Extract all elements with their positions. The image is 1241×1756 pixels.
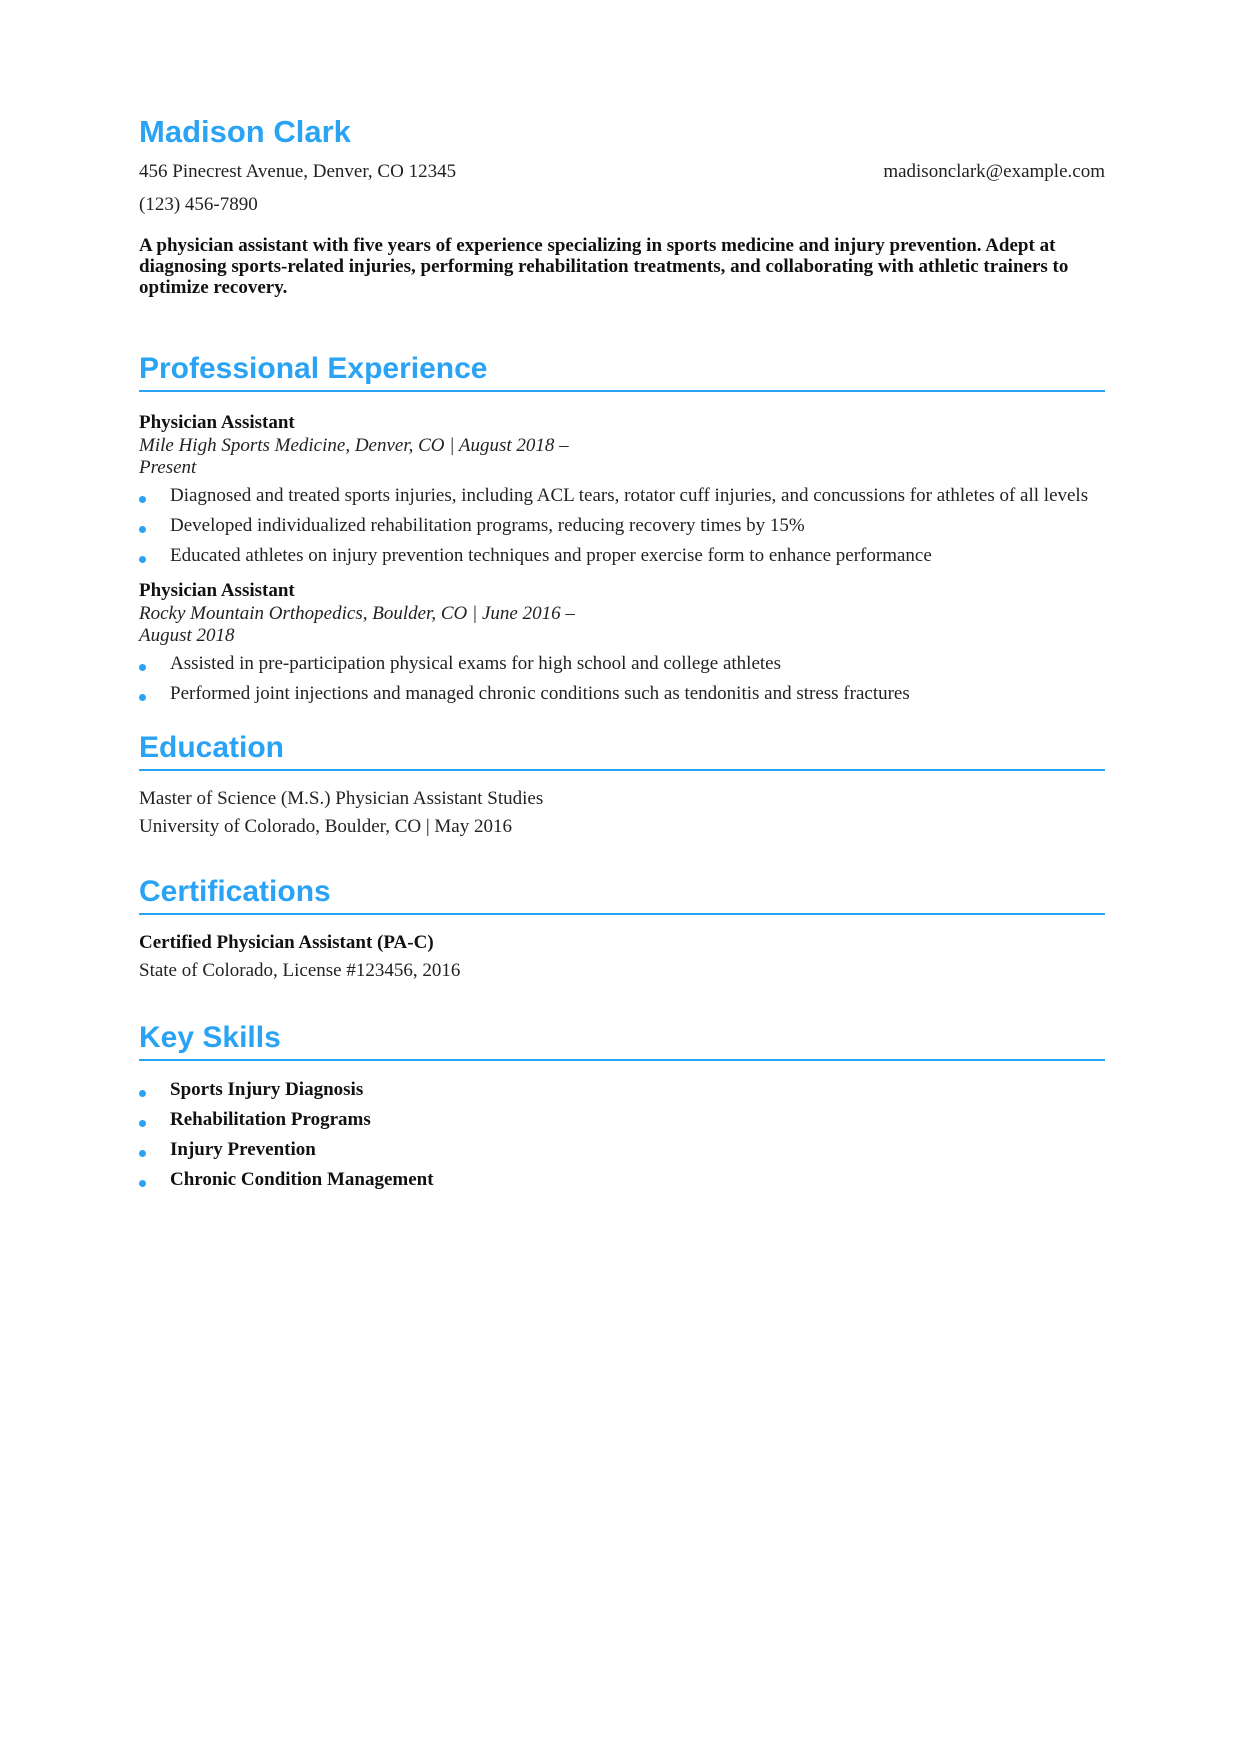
school: University of Colorado, Boulder, CO | May 2016 — [139, 816, 512, 837]
certification-detail: State of Colorado, License #123456, 2016 — [139, 960, 461, 981]
bullet-text: Developed individualized rehabilitation programs, reducing recovery times by 15% — [170, 515, 805, 536]
bullet-dot-icon — [139, 694, 146, 701]
skill-text: Chronic Condition Management — [170, 1169, 434, 1190]
phone: (123) 456-7890 — [139, 194, 258, 215]
list-item — [139, 515, 1105, 537]
bullet-dot-icon — [139, 1120, 146, 1127]
certifications-heading: Certifications — [139, 873, 1105, 915]
education-heading: Education — [139, 729, 1105, 771]
bullet-text: Assisted in pre-participation physical exams for high school and college athletes — [170, 653, 781, 674]
job-bullets — [139, 485, 1105, 567]
bullet-dot-icon — [139, 526, 146, 533]
bullet-dot-icon — [139, 1090, 146, 1097]
bullet-text: Educated athletes on injury prevention techniques and proper exercise form to enhance performance — [170, 545, 932, 566]
experience-heading: Professional Experience — [139, 350, 1105, 392]
skills-heading: Key Skills — [139, 1019, 1105, 1061]
list-item — [139, 485, 1105, 507]
job-meta: Mile High Sports Medicine, Denver, CO | August 2018 – Present — [139, 435, 569, 478]
list-item — [139, 1079, 1105, 1101]
resume-content — [139, 112, 1105, 1199]
job-bullets — [139, 653, 1105, 705]
list-item — [139, 1109, 1105, 1131]
list-item — [139, 545, 1105, 567]
skills-section — [139, 1019, 1105, 1191]
job-title: Physician Assistant — [139, 412, 295, 433]
certification-name: Certified Physician Assistant (PA-C) — [139, 932, 434, 953]
education-section — [139, 729, 1105, 841]
list-item — [139, 683, 1105, 705]
skill-text: Rehabilitation Programs — [170, 1109, 371, 1130]
bullet-dot-icon — [139, 496, 146, 503]
list-item — [139, 653, 1105, 675]
bullet-dot-icon — [139, 1150, 146, 1157]
list-item — [139, 1169, 1105, 1191]
skill-text: Injury Prevention — [170, 1139, 316, 1160]
address: 456 Pinecrest Avenue, Denver, CO 12345 — [139, 161, 457, 182]
experience-section — [139, 350, 1105, 705]
list-item — [139, 1139, 1105, 1161]
skills-list — [139, 1079, 1105, 1191]
email: madisonclark@example.com — [883, 161, 1105, 182]
candidate-name: Madison Clark — [139, 114, 351, 149]
bullet-dot-icon — [139, 1180, 146, 1187]
job-meta: Rocky Mountain Orthopedics, Boulder, CO | June 2016 – August 2018 — [139, 603, 575, 646]
job-title: Physician Assistant — [139, 580, 295, 601]
bullet-text: Diagnosed and treated sports injuries, including ACL tears, rotator cuff injuries, and concussions for athletes of all levels — [170, 485, 1089, 506]
skill-text: Sports Injury Diagnosis — [170, 1079, 364, 1100]
degree: Master of Science (M.S.) Physician Assistant Studies — [139, 788, 544, 809]
job-entry — [139, 411, 1105, 567]
bullet-dot-icon — [139, 556, 146, 563]
certifications-section — [139, 873, 1105, 985]
job-entry — [139, 579, 1105, 705]
contact-row — [139, 160, 1105, 184]
bullet-text: Performed joint injections and managed chronic conditions such as tendonitis and stress fractures — [170, 683, 910, 704]
bullet-dot-icon — [139, 664, 146, 671]
summary: A physician assistant with five years of experience specializing in sports medicine and injury prevention. Adept at diagnosing sports-related injuries, performing rehabilitation treatments, and collaborating with athletic trainers to optimize recovery. — [139, 235, 1069, 298]
